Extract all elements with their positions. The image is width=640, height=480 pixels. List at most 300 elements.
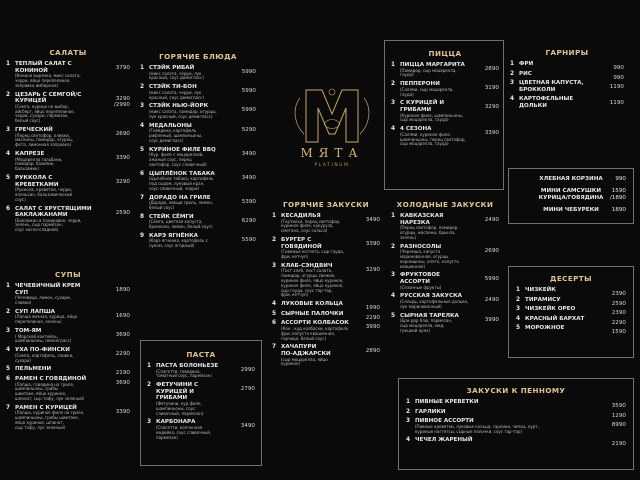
menu-item — [140, 84, 256, 100]
item-name: СЫРНАЯ ТАРЕЛКА — [400, 312, 459, 319]
item-description: (Лапша яичная, курица, яйцо перепелиное, зелень) — [15, 314, 78, 325]
item-number: 3 — [140, 103, 145, 110]
menu-item — [516, 296, 626, 307]
menu-item — [391, 313, 499, 334]
item-name: ТИРАМИСУ — [525, 296, 561, 303]
item-number: 1 — [140, 65, 145, 71]
item-price: 3990 — [484, 316, 499, 323]
item-price: 3490 — [365, 217, 380, 223]
item-name: КАВКАЗСКАЯ НАРЕЗКА — [400, 213, 444, 226]
menu-item — [6, 175, 130, 203]
logo-wordmark: МЯТА — [300, 146, 364, 160]
item-number: 7 — [140, 194, 145, 201]
item-price: 3490 — [241, 174, 256, 181]
item-price: 2690 — [484, 247, 499, 254]
item-number: 6 — [140, 170, 145, 177]
garnish-title: ГАРНИРЫ — [545, 48, 589, 57]
snacks-list — [272, 213, 380, 367]
hot-title: ГОРЯЧИЕ БЛЮДА — [159, 52, 237, 61]
item-number: 3 — [516, 306, 521, 313]
beer-list — [406, 399, 626, 448]
item-price: 5990 — [241, 88, 256, 95]
menu-item — [272, 213, 380, 234]
item-price: 990 — [613, 65, 624, 71]
item-number: 3 — [147, 419, 152, 426]
menu-item — [140, 195, 256, 211]
item-price: 3290 /2990 — [113, 95, 130, 108]
menu-item — [140, 147, 256, 168]
item-name: РАМЕН С ГОВЯДИНОЙ — [15, 375, 87, 382]
menu-item — [516, 315, 626, 326]
menu-item — [147, 419, 255, 440]
garnish-section — [510, 48, 624, 113]
menu-item — [391, 244, 499, 270]
item-number: 6 — [6, 205, 11, 212]
pasta-title: ПАСТА — [186, 350, 216, 359]
snacks-section — [272, 200, 380, 370]
logo — [282, 84, 382, 176]
item-name: С КУРИЦЕЙ И ГРИБАМИ — [400, 100, 445, 113]
item-price: 2890 — [484, 66, 499, 72]
item-number: 6 — [6, 375, 11, 382]
item-name: ПИВНОЕ АССОРТИ — [415, 418, 474, 425]
item-number: 3 — [391, 272, 396, 279]
item-number: 5 — [140, 146, 145, 153]
menu-item — [140, 103, 256, 119]
item-number: 1 — [391, 213, 396, 219]
item-name: ФРИ — [519, 61, 534, 67]
item-name: ЦЕЗАРЬ С СЕМГОЙ/С КУРИЦЕЙ — [15, 91, 82, 105]
menu-item — [272, 344, 380, 367]
item-price: 3290 — [484, 104, 499, 111]
item-description: (Кон . куд колбаски, картофель фри, капуста квашенная, горчица, белый соус) — [281, 325, 349, 341]
item-name: РАЗНОСОЛЫ — [400, 243, 442, 250]
beer-section — [406, 386, 626, 447]
item-name: ТЕПЛЫЙ САЛАТ С КОНИНОЙ — [15, 61, 72, 74]
menu-item — [140, 233, 256, 249]
item-number: 4 — [516, 315, 521, 322]
item-number: 2 — [516, 296, 521, 303]
soups-list — [6, 283, 130, 431]
item-description: (Кур. филе с моцареллой, ажаный соус, перец светофор, соус сливочный) — [149, 152, 207, 167]
item-name: СТЕЙК СЁМГИ — [149, 213, 194, 220]
item-price: 2490 — [484, 217, 499, 223]
item-price: 1590 — [611, 329, 626, 336]
item-price: 990 — [613, 74, 624, 81]
item-price: 990 — [615, 176, 626, 182]
desserts-section — [516, 274, 626, 335]
menu-item — [272, 310, 380, 321]
menu-item — [6, 127, 130, 148]
item-price: 2290 — [365, 314, 380, 321]
menu-item — [6, 376, 130, 402]
desserts-list — [516, 287, 626, 336]
menu-item — [272, 263, 380, 298]
menu-item — [391, 272, 499, 290]
item-name: ГАРЛИКИ — [415, 408, 446, 415]
menu-item — [140, 65, 256, 81]
snacks-title: ГОРЯЧИЕ ЗАКУСКИ — [283, 200, 369, 209]
item-description: (Говяжья котлета, сыр гауда, фри, кетчуп) — [281, 249, 344, 259]
bread-item — [516, 207, 626, 213]
salads-title: САЛАТЫ — [49, 48, 87, 57]
item-price: 5590 — [241, 236, 256, 243]
item-name: ЧЕЧЕЛ ЖАРЕНЫЙ — [415, 437, 473, 444]
item-number: 5 — [6, 366, 11, 373]
menu-item — [6, 405, 130, 431]
item-price: 1190 — [609, 84, 624, 91]
item-number: 5 — [6, 174, 11, 181]
menu-item — [272, 237, 380, 260]
soups-section — [6, 270, 130, 434]
item-description: (Семга, картофель, сливки, сухари) — [15, 352, 74, 363]
item-number: 6 — [272, 320, 277, 327]
menu-item — [406, 437, 626, 448]
item-name: МОРОЖНОЕ — [525, 325, 565, 332]
item-price: 3690 — [115, 331, 130, 338]
item-number: 5 — [272, 310, 277, 317]
item-price: 2290 — [115, 351, 130, 358]
item-name: МИНИ САМСУШКИ КУРИЦА/ГОВЯДИНА — [538, 188, 604, 201]
menu-item — [140, 171, 256, 192]
item-number: 1 — [6, 283, 11, 289]
item-name: ХАЧАПУРИ ПО-АДЖАРСКИ — [281, 344, 331, 357]
beer-title: ЗАКУСКИ К ПЕННОМУ — [466, 386, 566, 395]
menu-item — [6, 151, 130, 172]
item-name: ЧЕЧЕВИЧНЫЙ КРЕМ СУП — [15, 283, 81, 296]
item-description: (Салями, сыр моцарелла, гауда) — [400, 86, 454, 97]
menu-item — [406, 399, 626, 409]
item-name: ФЕТУЧИНИ С КУРИЦЕЙ И ГРИБАМИ — [156, 382, 199, 402]
item-name: ТОМ-ЯМ — [15, 327, 42, 334]
menu-item — [6, 309, 130, 325]
item-number: 3 — [406, 418, 411, 425]
item-description: (Спагетти, копченная индейка, соус сливочный, пармезан) — [156, 424, 212, 440]
item-name: ХЛЕБНАЯ КОРЗИНА — [539, 176, 603, 182]
menu-item — [272, 320, 380, 341]
item-description: (Карэ ягненка, картофель с луком, соус ягодный) — [149, 238, 208, 249]
item-number: 2 — [510, 70, 515, 77]
pizza-section — [391, 49, 499, 150]
item-number: 9 — [140, 232, 145, 239]
item-price: 3390 — [484, 130, 499, 137]
item-price: 2490 — [484, 297, 499, 304]
item-description: (Семга, курица на выбор, айсберг, яйцо перепелиное, черри, сухари, пармезан, белый соус) — [15, 103, 75, 124]
item-number: 7 — [6, 404, 11, 411]
item-name: ФРУКТОВОЕ АССОРТИ — [400, 272, 440, 285]
bread-item — [516, 176, 626, 182]
item-description: (Лапша, куриное филе на гриле, шампиньоны, грибы шиитаке, яйцо куриное, шпинат, сыр тофу, лук зеленый) — [15, 410, 85, 430]
menu-item — [6, 347, 130, 363]
item-name: САЛАТ С ХРУСТЯЩИМИ БАКЛАЖАНАМИ — [15, 205, 92, 219]
item-description: (Чечевица, лимон, сухари, сливки) — [15, 295, 71, 305]
logo-subtitle: PLATINUM — [314, 163, 350, 168]
item-name: ПЕЛЬМЕНИ — [15, 366, 52, 373]
item-description: (Тост хлеб, лист салата, помидор, огурцы свежие, куриное филе, яйцо куриное, куриное филе, яйцо куриное, сыр гауда, соус тар-тар, фри, кетчуп) — [281, 268, 344, 298]
item-price: 6290 — [241, 217, 256, 224]
item-price: 3390 — [115, 154, 130, 161]
item-price: 5990 — [241, 107, 256, 114]
item-number: 1 — [6, 61, 11, 67]
item-price: 3290 — [115, 178, 130, 185]
menu-item — [510, 70, 624, 81]
item-price: 1190 — [609, 100, 624, 107]
item-number: 5 — [391, 312, 396, 319]
bread-section — [516, 176, 626, 220]
item-price: 2590 — [115, 209, 130, 216]
item-description: (Конина вырезка, микс салата, черри, яйцо перепелиное, заправка имбирная) — [15, 73, 81, 88]
item-name: ПЕППЕРОНИ — [400, 81, 440, 88]
item-number: 2 — [140, 84, 145, 91]
item-number: 3 — [272, 262, 277, 269]
item-price: 1690 — [115, 312, 130, 319]
menu-item — [147, 363, 255, 379]
item-name: КРАСНЫЙ БАРХАТ — [525, 315, 585, 322]
item-number: 4 — [6, 347, 11, 354]
menu-item — [272, 301, 380, 312]
item-price: 8990 — [611, 422, 626, 429]
item-name: РАМЕН С КУРИЦЕЙ — [15, 404, 77, 411]
item-name: ПАСТА БОЛОНЬЕЗЕ — [156, 363, 219, 369]
pasta-list — [147, 363, 255, 440]
item-price: 1590 /1890 — [609, 188, 626, 201]
item-number: 2 — [406, 408, 411, 415]
item-name: КЛАБ-СЭНДВИЧ — [281, 262, 333, 269]
item-price: 3490 — [241, 150, 256, 157]
menu-item — [516, 287, 626, 297]
item-number: 8 — [140, 213, 145, 220]
menu-item — [147, 382, 255, 416]
menu-item — [6, 92, 130, 124]
hot-section — [140, 52, 256, 252]
item-name: ЧИЗКЕЙК — [525, 287, 556, 293]
item-name: ПИВНЫЕ КРЕВЕТКИ — [415, 399, 479, 405]
item-price: 1890 — [115, 287, 130, 293]
item-name: СТЭЙК ТИ-БОН — [149, 84, 197, 91]
item-description: (микс салата, черри, лук красный, соус демигласс) — [149, 70, 204, 81]
item-price: 3190 — [484, 85, 499, 92]
item-price: 3690 — [115, 379, 130, 386]
item-name: МЕДАЛЬОНЫ — [149, 122, 192, 129]
item-number: 1 — [272, 213, 277, 219]
menu-item — [510, 61, 624, 71]
item-price: 3590 — [611, 403, 626, 409]
item-price: 3390 — [115, 408, 130, 415]
pizza-list — [391, 62, 499, 147]
item-name: ЧИЗКЕЙК ОРЕО — [525, 306, 576, 313]
item-number: 1 — [516, 287, 521, 293]
item-name: СТЭЙК РИБАЙ — [149, 65, 195, 71]
item-number: 4 — [510, 96, 515, 103]
item-price: 3490 — [240, 423, 255, 430]
pizza-title: ПИЦЦА — [428, 49, 462, 58]
item-number: 2 — [147, 382, 152, 389]
garnish-list — [510, 61, 624, 110]
salads-section — [6, 48, 130, 236]
item-description: (Пивные креветки, луковые кольца, гарлики, чипсы, курт, куриные наггетсы, сырные палочки, соус тар-тар) — [415, 423, 539, 434]
item-description: (Моцарелла гальбани, помидор, базилик, бальзамик) — [15, 156, 63, 172]
item-number: 4 — [391, 126, 396, 133]
item-price: 5390 — [241, 198, 256, 205]
menu-item — [6, 283, 130, 306]
item-number: 2 — [6, 91, 11, 98]
item-price: 2390 — [611, 310, 626, 317]
item-name: ГРЕЧЕСКИЙ — [15, 126, 53, 133]
item-name: КАРЭ ЯГНЁНКА — [149, 232, 199, 239]
item-price: 2190 — [611, 441, 626, 448]
item-description: (Лапша, говядина на гриле, шампиньоны, грибы шиитаке, яйцо куриное, шпинат, сыр тофу, лук зеленый) — [15, 381, 85, 401]
item-description: (Сельдь, картофельные дольки, лук маринованный) — [400, 298, 469, 309]
item-name: РУККОЛА С КРЕВЕТКАМИ — [15, 174, 59, 188]
item-price: 2690 — [115, 130, 130, 137]
item-number: 1 — [406, 399, 411, 405]
item-description: (Салями, куриное филе, шампиньоны, перец светофор, сыр моцарелла, гауда) — [400, 131, 466, 147]
item-number: 3 — [6, 327, 11, 334]
item-name: 4 СЕЗОНА — [400, 126, 432, 133]
cold-section — [391, 200, 499, 337]
item-number: 4 — [406, 437, 411, 444]
menu-item — [516, 306, 626, 317]
item-number: 1 — [510, 61, 515, 67]
item-number: 7 — [272, 344, 277, 351]
item-description: (Руккола, креветки, черри, апельсин, бальзамический соус) — [15, 187, 73, 202]
item-name: КЕСАДИЛЬЯ — [281, 213, 321, 219]
item-price: 2890 — [365, 348, 380, 355]
menu-item — [140, 214, 256, 230]
item-price: 1290 — [611, 412, 626, 419]
item-name: РИС — [519, 70, 532, 77]
menu-item — [391, 81, 499, 97]
item-number: 2 — [391, 81, 396, 88]
item-number: 3 — [6, 126, 11, 133]
menu-item — [391, 62, 499, 78]
item-name: КУРИНОЕ ФИЛЕ BBQ — [149, 146, 216, 153]
pasta-section — [147, 350, 255, 443]
item-name: ЦВЕТНАЯ КАПУСТА, БРОККОЛИ — [519, 80, 584, 93]
soups-title: СУПЫ — [55, 270, 81, 279]
item-price: 2990 — [240, 367, 255, 373]
item-name: СУП ЛАПША — [15, 308, 55, 315]
item-number: 1 — [147, 363, 152, 369]
item-description: (Черемша, капуста маринованная, огурцы корнишоны, опята, капуста квашенная) — [400, 249, 459, 269]
item-price: 3790 — [115, 65, 130, 71]
item-number: 4 — [6, 150, 11, 157]
logo-emblem-icon — [282, 84, 382, 146]
item-price: 2590 — [611, 300, 626, 307]
item-description: (Фетучини, кур филе, шампиньоны, соус сливочный, пармезан) — [156, 400, 204, 416]
item-number: 2 — [6, 308, 11, 315]
item-name: МИНИ ЧЕБУРЕКИ — [543, 207, 599, 214]
item-name: ПИЦЦА МАРГАРИТА — [400, 62, 465, 68]
item-number: 3 — [391, 100, 396, 107]
item-number: 4 — [391, 293, 396, 300]
item-price: 5990 — [241, 69, 256, 75]
item-price: 2190 — [115, 370, 130, 377]
item-name: БУРГЕР С ГОВЯДИНОЙ — [281, 236, 322, 250]
item-description: (сыр моцарелла, яйцо куриное) — [281, 356, 328, 367]
item-description: (Спагетти, говядина, томатный соус, пармезан) — [156, 368, 212, 379]
item-number: 4 — [272, 301, 277, 308]
item-number: 2 — [391, 243, 396, 250]
item-price: 2790 — [240, 386, 255, 393]
menu-item — [140, 123, 256, 144]
item-description: (Баклажан в панировке, черри, зелень, сыр пармезан, соус кисло-сладкий) — [15, 217, 82, 233]
item-price: 2390 — [611, 291, 626, 297]
item-price: 5290 — [241, 126, 256, 133]
menu-item — [391, 126, 499, 147]
menu-item — [6, 328, 130, 344]
item-name: УХА ПО-ФИНСКИ — [15, 347, 70, 354]
menu-item — [406, 408, 626, 419]
item-price: 3990 — [365, 324, 380, 331]
item-name: ЛУКОВЫЕ КОЛЬЦА — [281, 301, 343, 308]
item-number: 3 — [510, 80, 515, 87]
item-description: (микс салата, черри, лук красный, соус демигласс) — [149, 89, 204, 100]
salads-list — [6, 61, 130, 233]
item-description: ( Морской коктейль, шампиньоны, лемонграсс) — [15, 333, 72, 344]
item-name: ДОРАДО НА ГРИЛЕ — [149, 194, 211, 201]
item-name: КАРБОНАРА — [156, 419, 196, 426]
item-price: 2290 — [611, 319, 626, 326]
item-description: (Цыплёнок табака, картофель под сыром, луковый кран, соус сливочный, черри) — [149, 176, 214, 191]
item-description: (Куриное филе, шампиньоны, сыр моцарелла, гауда) — [400, 112, 464, 123]
item-price: 1890 — [611, 207, 626, 214]
item-description: (Перец светофор, оливки, маслины, помидор, огурец, фета, лимонная заправка) — [15, 132, 74, 148]
menu-item — [510, 80, 624, 93]
desserts-title: ДЕСЕРТЫ — [550, 274, 592, 283]
hot-list — [140, 65, 256, 249]
item-price: 5990 — [484, 276, 499, 283]
menu-item — [406, 418, 626, 434]
menu-item — [510, 96, 624, 109]
item-description: (Говядина, картофель рифленый, шампиньоны, соус демигласс) — [149, 128, 203, 143]
item-number: 2 — [272, 236, 277, 243]
item-description: (Перец светофор, помидор, огурцы, маслины, брынза, зелень) — [400, 225, 459, 240]
bread-item — [516, 188, 626, 201]
item-name: КАПРЕЗЕ — [15, 150, 45, 157]
item-name: КАРТОФЕЛЬНЫЕ ДОЛЬКИ — [519, 96, 574, 109]
item-name: ЦЫПЛЁНОК ТАБАКА — [149, 170, 215, 177]
item-description: (Сёмга, цветная капуста, брокколи, лимон, белый соус) — [149, 219, 213, 230]
menu-item — [6, 206, 130, 234]
menu-item — [516, 325, 626, 336]
bread-list — [516, 176, 626, 214]
menu-item — [391, 213, 499, 241]
item-description: (микс салата, помидор, огурцы, лук красный, соус демигласс) — [149, 108, 217, 119]
item-number: 4 — [140, 122, 145, 129]
item-name: РУССКАЯ ЗАКУСКА — [400, 293, 462, 300]
menu-item — [6, 366, 130, 377]
item-description: (Сезонные фрукты) — [400, 284, 442, 290]
item-number: 5 — [516, 325, 521, 332]
item-name: АССОРТИ КОЛБАСОК — [281, 320, 349, 327]
item-price: 1990 — [365, 305, 380, 312]
menu-item — [6, 61, 130, 89]
item-name: СТЭЙК НЬЮ-ЙОРК — [149, 103, 209, 110]
menu-item — [391, 100, 499, 123]
menu-item — [391, 293, 499, 309]
cold-list — [391, 213, 499, 334]
item-description: (Тортилья, перец светофор, куриное филе, кукуруза, сметана, соус сальса) — [281, 218, 341, 234]
item-description: (Дорадо, овощи гриль, лимон, белый соус) — [149, 200, 213, 210]
item-price: 3290 — [365, 266, 380, 273]
item-description: (Бри дор блю, пармезан, сыр моцарелла, мед, грецкий орех) — [400, 318, 453, 333]
item-number: 1 — [391, 62, 396, 68]
item-name: СЫРНЫЕ ПАЛОЧКИ — [281, 310, 344, 317]
cold-title: ХОЛОДНЫЕ ЗАКУСКИ — [396, 200, 494, 209]
item-price: 3390 — [365, 240, 380, 247]
item-description: (Помидор, сыр моцарелла, гауда) — [400, 67, 457, 78]
